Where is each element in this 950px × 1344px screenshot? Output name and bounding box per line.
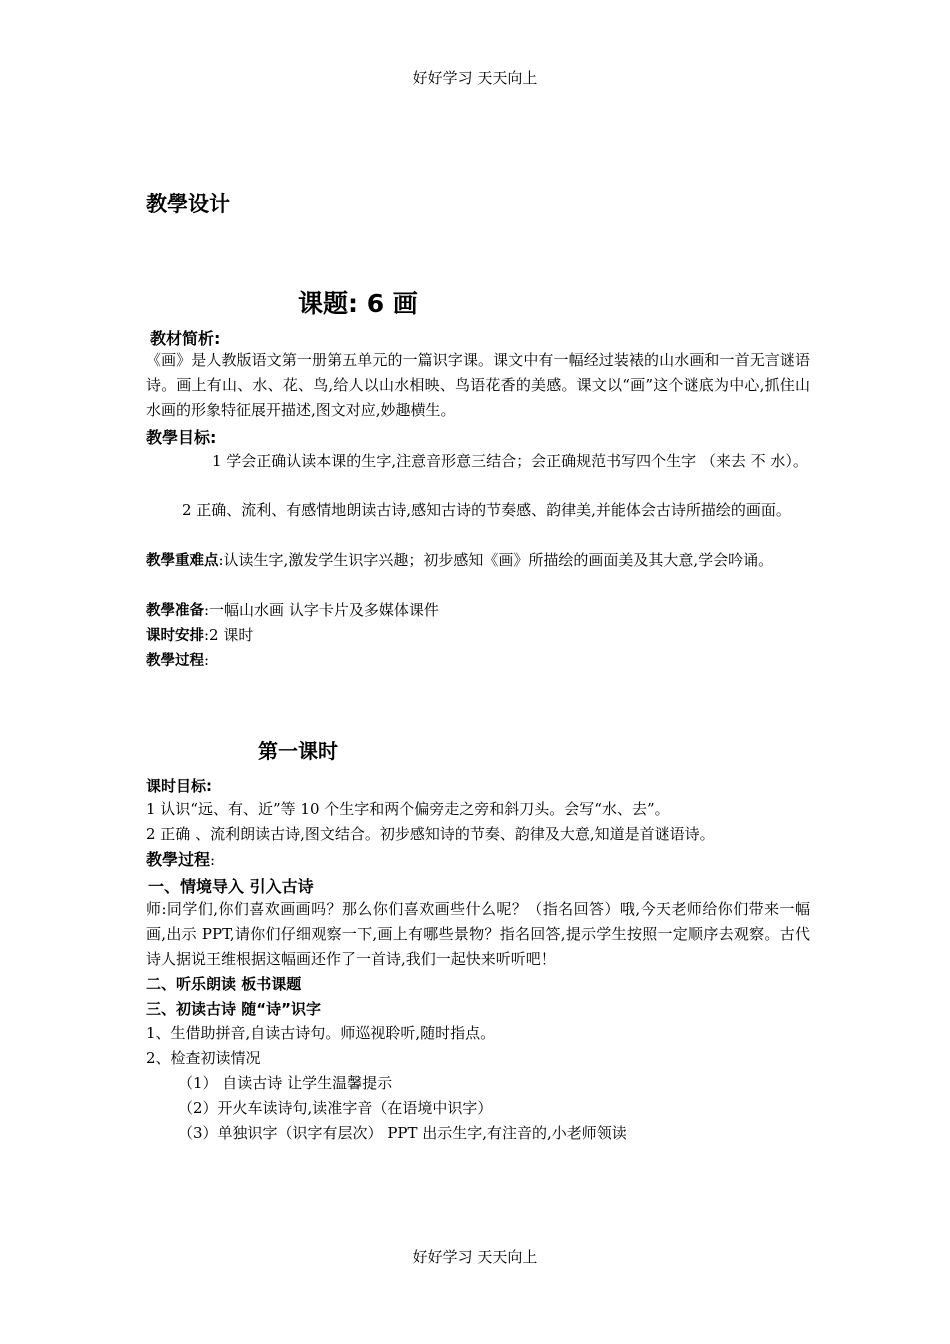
key-difficulty-label: 教學重难点	[146, 553, 219, 569]
key-difficulty-paragraph	[146, 548, 810, 574]
page-header: 好好学习 天天向上	[412, 69, 538, 87]
material-analysis-label: 教材简析:	[150, 329, 221, 348]
preparation-label: 教學准备	[146, 603, 204, 619]
step-2-title: 二、听乐朗读 板书课题	[146, 975, 302, 993]
schedule-text: :2 课时	[204, 626, 254, 644]
process-colon: :	[204, 651, 210, 669]
step-3-title: 三、初读古诗 随“诗”识字	[146, 1000, 321, 1018]
step-1-title: 一、情境导入 引入古诗	[148, 877, 314, 896]
lesson-one-title: 第一课时	[258, 739, 338, 763]
step-1-text: 师:同学们,你们喜欢画画吗？那么你们喜欢画些什么呢？（指名回答）哦,今天老师给你们带来一幅画,出示 PPT,请你们仔细观察一下,画上有哪些景物？指名回答,提示学生按照一定顺序去观察。古代诗人据说王维根据这幅画还作了一首诗,我们一起快来听听吧！	[146, 900, 810, 968]
lesson-topic-title: 课题: 6 画	[298, 289, 418, 318]
step-3-sub-item-2: （2）开火车读诗句,读准字音（在语境中识字）	[178, 1099, 493, 1117]
teaching-goal-1: 1 学会正确认读本课的生字,注意音形意三结合；会正确规范书写四个生字 （来去 不 水）。	[212, 452, 808, 470]
preparation-paragraph	[146, 598, 810, 624]
lesson-process-colon: :	[210, 851, 216, 869]
lesson-goal-1: 1 认识“远、有、近”等 10 个生字和两个偏旁走之旁和斜刀头。会写“水、去”。	[146, 800, 670, 818]
schedule-paragraph	[146, 623, 810, 649]
lesson-goal-label: 课时目标:	[146, 777, 212, 795]
process-paragraph	[146, 648, 810, 674]
teaching-goal-label: 教學目标:	[146, 428, 217, 447]
schedule-label: 课时安排	[146, 628, 204, 644]
lesson-goal-2: 2 正确 、流利朗读古诗,图文结合。初步感知诗的节奏、韵律及大意,知道是首谜语诗。	[146, 825, 715, 843]
document-heading: 教學设计	[146, 192, 230, 216]
teaching-goal-2: 2 正确、流利、有感情地朗读古诗,感知古诗的节奏感、韵律美,并能体会古诗所描绘的画面。	[182, 501, 791, 519]
lesson-process-paragraph	[146, 847, 810, 873]
lesson-process-label: 教學过程	[146, 850, 211, 869]
step-3-item-2: 2、检查初读情况	[146, 1049, 261, 1067]
page-footer: 好好学习 天天向上	[412, 1248, 538, 1266]
step-3-item-1: 1、生借助拼音,自读古诗句。师巡视聆听,随时指点。	[146, 1024, 496, 1042]
preparation-text: :一幅山水画 认字卡片及多媒体课件	[204, 601, 439, 619]
material-analysis-text: 《画》是人教版语文第一册第五单元的一篇识字课。课文中有一幅经过装裱的山水画和一首无言谜语诗。画上有山、水、花、鸟,给人以山水相映、鸟语花香的美感。课文以“画”这个谜底为中心,抓住山水画的形象特征展开描述,图文对应,妙趣横生。	[146, 351, 810, 419]
step-3-sub-item-1: （1） 自读古诗 让学生温馨提示	[178, 1074, 393, 1092]
process-label: 教學过程	[146, 653, 204, 669]
key-difficulty-text: :认读生字,激发学生识字兴趣；初步感知《画》所描绘的画面美及其大意,学会吟诵。	[218, 551, 774, 569]
step-3-sub-item-3: （3）单独识字（识字有层次） PPT 出示生字,有注音的,小老师领读	[178, 1124, 627, 1142]
